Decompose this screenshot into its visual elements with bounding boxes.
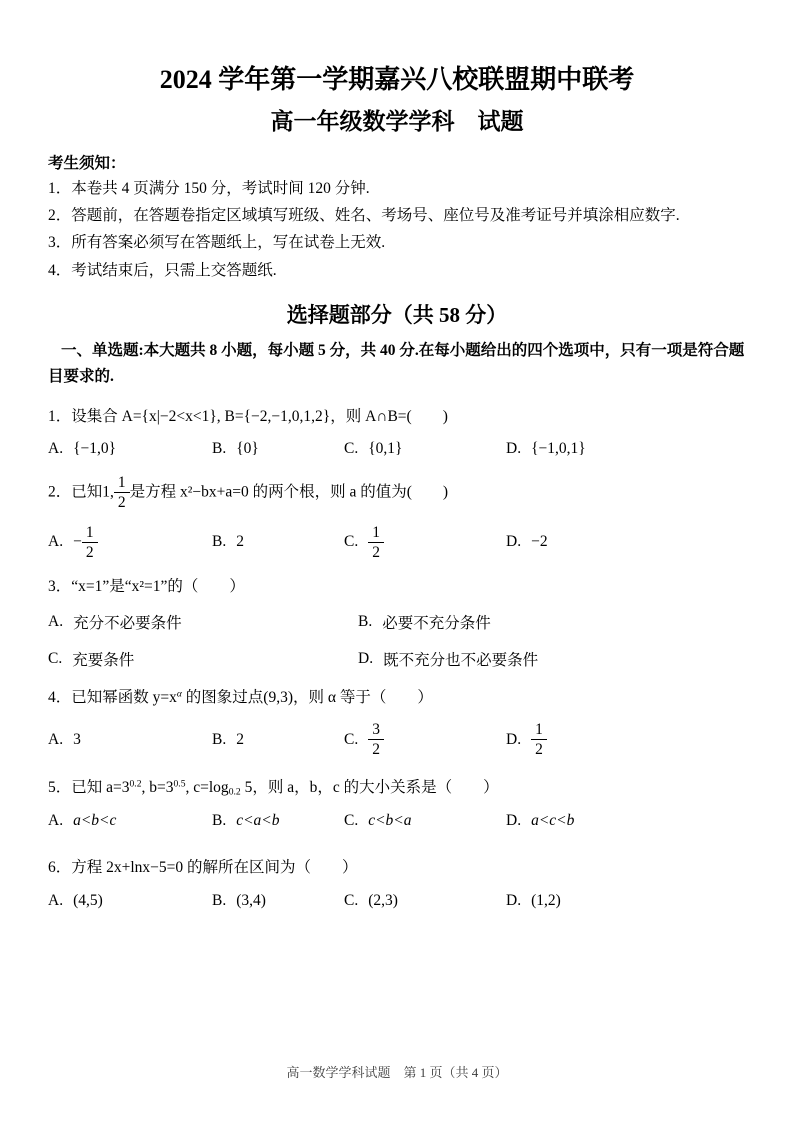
question-1-option-b bbox=[212, 440, 344, 458]
exponent: 0.2 bbox=[129, 779, 142, 791]
option-value: (4,5) bbox=[73, 891, 103, 909]
option-label: B. bbox=[212, 533, 227, 551]
question-5-option-c bbox=[344, 812, 506, 830]
question-5-option-b bbox=[212, 812, 344, 830]
question-5-option-a bbox=[48, 812, 212, 830]
notice-item-1: 1．本卷共 4 页满分 150 分，考试时间 120 分钟. bbox=[48, 180, 370, 198]
question-4-option-d bbox=[506, 721, 746, 759]
option-label: A. bbox=[48, 612, 64, 630]
question-2-option-d bbox=[506, 533, 746, 551]
question-2 bbox=[48, 474, 746, 561]
question-3-option-c bbox=[48, 648, 358, 670]
fraction-numerator: 3 bbox=[368, 721, 384, 740]
question-5-stem bbox=[48, 776, 746, 800]
stem-text: 的图象过点(9,3)，则 α 等于（ ） bbox=[181, 688, 433, 706]
question-5 bbox=[48, 776, 746, 830]
exponent: 0.5 bbox=[173, 779, 186, 791]
page-subtitle: 高一年级数学学科 试题 bbox=[270, 108, 524, 134]
option-value: (2,3) bbox=[368, 891, 398, 909]
minus-sign: − bbox=[73, 533, 82, 551]
fraction bbox=[368, 524, 384, 562]
option-label: A. bbox=[48, 730, 64, 748]
question-3 bbox=[48, 575, 746, 669]
stem-text: 2．已知1, bbox=[48, 483, 114, 501]
question-2-stem bbox=[48, 474, 746, 512]
option-value: 既不充分也不必要条件 bbox=[383, 651, 539, 669]
question-3-options bbox=[48, 611, 746, 670]
option-value: 必要不充分条件 bbox=[382, 614, 491, 632]
option-value: a<b<c bbox=[73, 812, 117, 830]
option-value: −2 bbox=[531, 533, 548, 551]
fraction-numerator: 1 bbox=[82, 524, 98, 543]
option-label: C. bbox=[344, 730, 359, 748]
option-value: (3,4) bbox=[236, 891, 266, 909]
notice-item-4: 4．考试结束后，只需上交答题纸. bbox=[48, 261, 277, 279]
question-6-option-c bbox=[344, 892, 506, 910]
option-label: C. bbox=[344, 439, 359, 457]
fraction-denominator: 2 bbox=[117, 494, 126, 512]
fraction-denominator: 2 bbox=[85, 543, 94, 561]
question-1-option-c bbox=[344, 440, 506, 458]
question-3-option-b bbox=[358, 611, 746, 633]
option-label: C. bbox=[344, 812, 359, 830]
fraction-numerator: 1 bbox=[114, 474, 130, 493]
option-label: C. bbox=[344, 533, 359, 551]
option-value: c<a<b bbox=[236, 812, 280, 830]
question-1 bbox=[48, 405, 746, 458]
option-value: (1,2) bbox=[531, 891, 561, 909]
option-value: {−1,0,1} bbox=[531, 439, 586, 457]
fraction bbox=[531, 721, 547, 759]
log-base: 0.2 bbox=[228, 786, 241, 798]
option-label: B. bbox=[212, 439, 227, 457]
fraction-denominator: 2 bbox=[372, 741, 380, 759]
stem-text: 5，则 a，b，c 的大小关系是（ ） bbox=[240, 779, 499, 797]
option-value: a<c<b bbox=[531, 812, 575, 830]
option-value: 3 bbox=[73, 730, 81, 748]
page-footer: 高一数学学科试题 第 1 页（共 4 页） bbox=[286, 1065, 508, 1080]
question-4 bbox=[48, 686, 746, 759]
option-value: 充分不必要条件 bbox=[73, 614, 182, 632]
fraction bbox=[82, 524, 98, 562]
question-3-option-d bbox=[358, 648, 746, 670]
question-1-option-d bbox=[506, 440, 746, 458]
exponent: α bbox=[176, 688, 182, 700]
option-label: B. bbox=[212, 891, 227, 909]
fraction bbox=[114, 474, 130, 512]
option-label: B. bbox=[358, 612, 373, 630]
notice-heading: 考生须知： bbox=[48, 154, 126, 172]
option-value: {0} bbox=[236, 439, 259, 457]
option-value: 2 bbox=[236, 533, 244, 551]
notice-item-2: 2．答题前，在答题卷指定区域填写班级、姓名、考场号、座位号及准考证号并填涂相应数字. bbox=[48, 207, 680, 225]
option-value: 充要条件 bbox=[72, 651, 135, 669]
option-label: C. bbox=[344, 891, 359, 909]
notice-section bbox=[48, 152, 746, 284]
question-3-stem: 3．“x=1”是“x²=1”的（ ） bbox=[48, 578, 245, 596]
question-5-option-d bbox=[506, 812, 746, 830]
fraction bbox=[368, 721, 384, 759]
section-intro: 一、单选题:本大题共 8 小题，每小题 5 分，共 40 分.在每小题给出的四个选项中，只有一项是符合题目要求的. bbox=[48, 341, 745, 386]
option-value: 2 bbox=[236, 730, 244, 748]
option-label: D. bbox=[506, 891, 522, 909]
option-label: D. bbox=[506, 730, 522, 748]
question-6-option-b bbox=[212, 892, 344, 910]
question-4-options bbox=[48, 721, 746, 759]
option-label: A. bbox=[48, 812, 64, 830]
stem-text: , c=log bbox=[185, 779, 229, 797]
question-6-options bbox=[48, 892, 746, 910]
option-label: B. bbox=[212, 730, 227, 748]
option-label: B. bbox=[212, 812, 227, 830]
question-1-option-a bbox=[48, 440, 212, 458]
stem-text: 5．已知 a=3 bbox=[48, 779, 130, 797]
fraction-denominator: 2 bbox=[535, 741, 543, 759]
question-5-options bbox=[48, 812, 746, 830]
option-value: {−1,0} bbox=[73, 439, 117, 457]
stem-text: 是方程 x²−bx+a=0 的两个根，则 a 的值为( ) bbox=[129, 483, 449, 501]
question-4-option-a bbox=[48, 731, 212, 749]
question-6-option-d bbox=[506, 892, 746, 910]
page-title: 2024 学年第一学期嘉兴八校联盟期中联考 bbox=[159, 65, 635, 94]
question-2-option-b bbox=[212, 533, 344, 551]
option-label: D. bbox=[506, 439, 522, 457]
option-label: A. bbox=[48, 891, 64, 909]
question-4-option-c bbox=[344, 721, 506, 759]
option-label: A. bbox=[48, 439, 64, 457]
option-label: D. bbox=[358, 649, 374, 667]
option-value: c<b<a bbox=[368, 812, 412, 830]
question-6-option-a bbox=[48, 892, 212, 910]
question-2-option-c bbox=[344, 524, 506, 562]
fraction-numerator: 1 bbox=[368, 524, 384, 543]
option-label: D. bbox=[506, 812, 522, 830]
fraction-denominator: 2 bbox=[372, 543, 380, 561]
option-label: D. bbox=[506, 533, 522, 551]
question-1-options bbox=[48, 440, 746, 458]
question-4-stem bbox=[48, 686, 746, 709]
question-6-stem: 6．方程 2x+lnx−5=0 的解所在区间为（ ） bbox=[48, 859, 358, 877]
question-4-option-b bbox=[212, 731, 344, 749]
section-heading: 选择题部分（共 58 分） bbox=[286, 302, 508, 327]
question-1-stem: 1．设集合 A={x|−2<x<1}, B={−2,−1,0,1,2}，则 A∩B=( ) bbox=[48, 407, 448, 425]
option-value: {0,1} bbox=[368, 439, 403, 457]
question-6 bbox=[48, 856, 746, 909]
notice-item-3: 3．所有答案必须写在答题纸上，写在试卷上无效. bbox=[48, 234, 386, 252]
option-label: A. bbox=[48, 533, 64, 551]
question-2-option-a bbox=[48, 524, 212, 562]
stem-text: , b=3 bbox=[141, 779, 174, 797]
option-label: C. bbox=[48, 649, 63, 667]
stem-text: 4．已知幂函数 y=x bbox=[48, 688, 177, 706]
fraction-numerator: 1 bbox=[531, 721, 547, 740]
question-3-option-a bbox=[48, 611, 358, 633]
question-2-options bbox=[48, 524, 746, 562]
